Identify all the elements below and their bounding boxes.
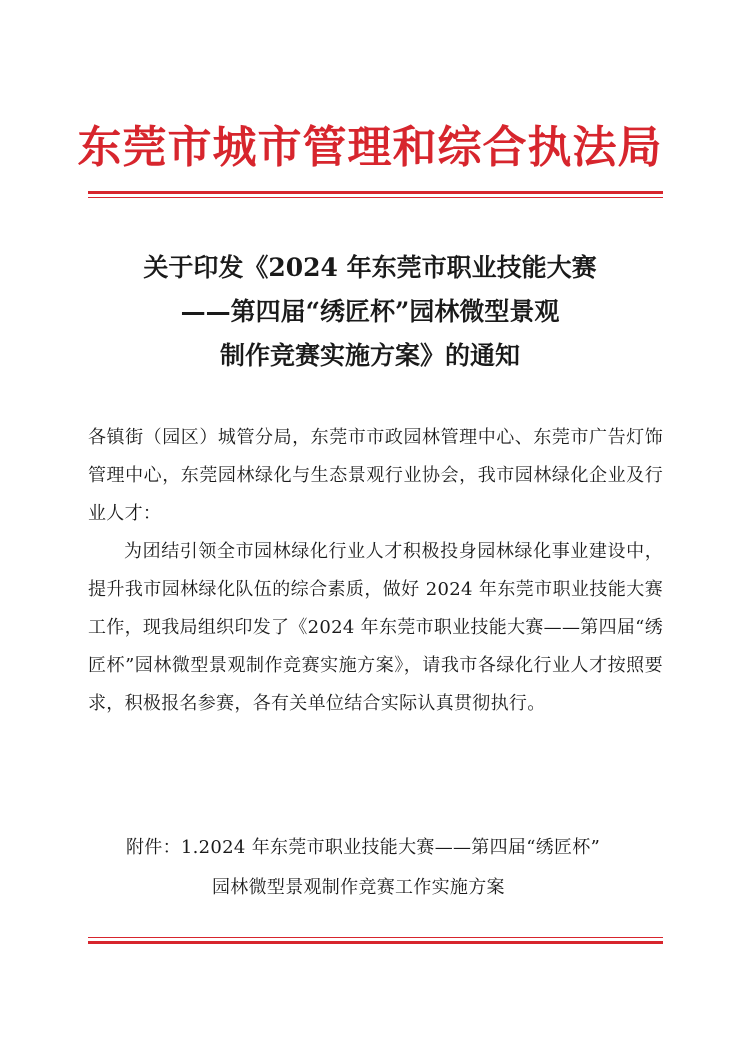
attachment-line-1: 附件：1.2024 年东莞市职业技能大赛——第四届“绣匠杯”	[126, 837, 601, 858]
document-title	[0, 246, 740, 378]
letterhead-rule-thick	[88, 191, 663, 194]
title-line-3: 制作竞赛实施方案》的通知	[219, 341, 520, 370]
letterhead-org-name: 东莞市城市管理和综合执法局	[77, 122, 663, 173]
title-line-1: 关于印发《2024 年东莞市职业技能大赛	[143, 253, 597, 282]
body-paragraph: 为团结引领全市园林绿化行业人才积极投身园林绿化事业建设中，提升我市园林绿化队伍的综合素质，做好 2024 年东莞市职业技能大赛工作，现我局组织印发了《2024 年东莞市职业技能大赛——第四届“绣匠杯”园林微型景观制作竞赛实施方案》，请我市各绿化行业人才按照要求，积极报名参赛，各有关单位结合实际认真贯彻执行。	[88, 541, 663, 714]
attachment-block	[88, 828, 663, 908]
footer-rule-thin	[88, 937, 663, 938]
recipients-paragraph: 各镇街（园区）城管分局，东莞市市政园林管理中心、东莞市广告灯饰管理中心，东莞园林绿化与生态景观行业协会，我市园林绿化企业及行业人才：	[88, 427, 663, 524]
attachment-line-2: 园林微型景观制作竞赛工作实施方案	[212, 877, 505, 898]
letterhead-rule-thin	[88, 197, 663, 198]
footer-rule-thick	[88, 941, 663, 944]
title-line-2: ——第四届“绣匠杯”园林微型景观	[180, 297, 560, 326]
